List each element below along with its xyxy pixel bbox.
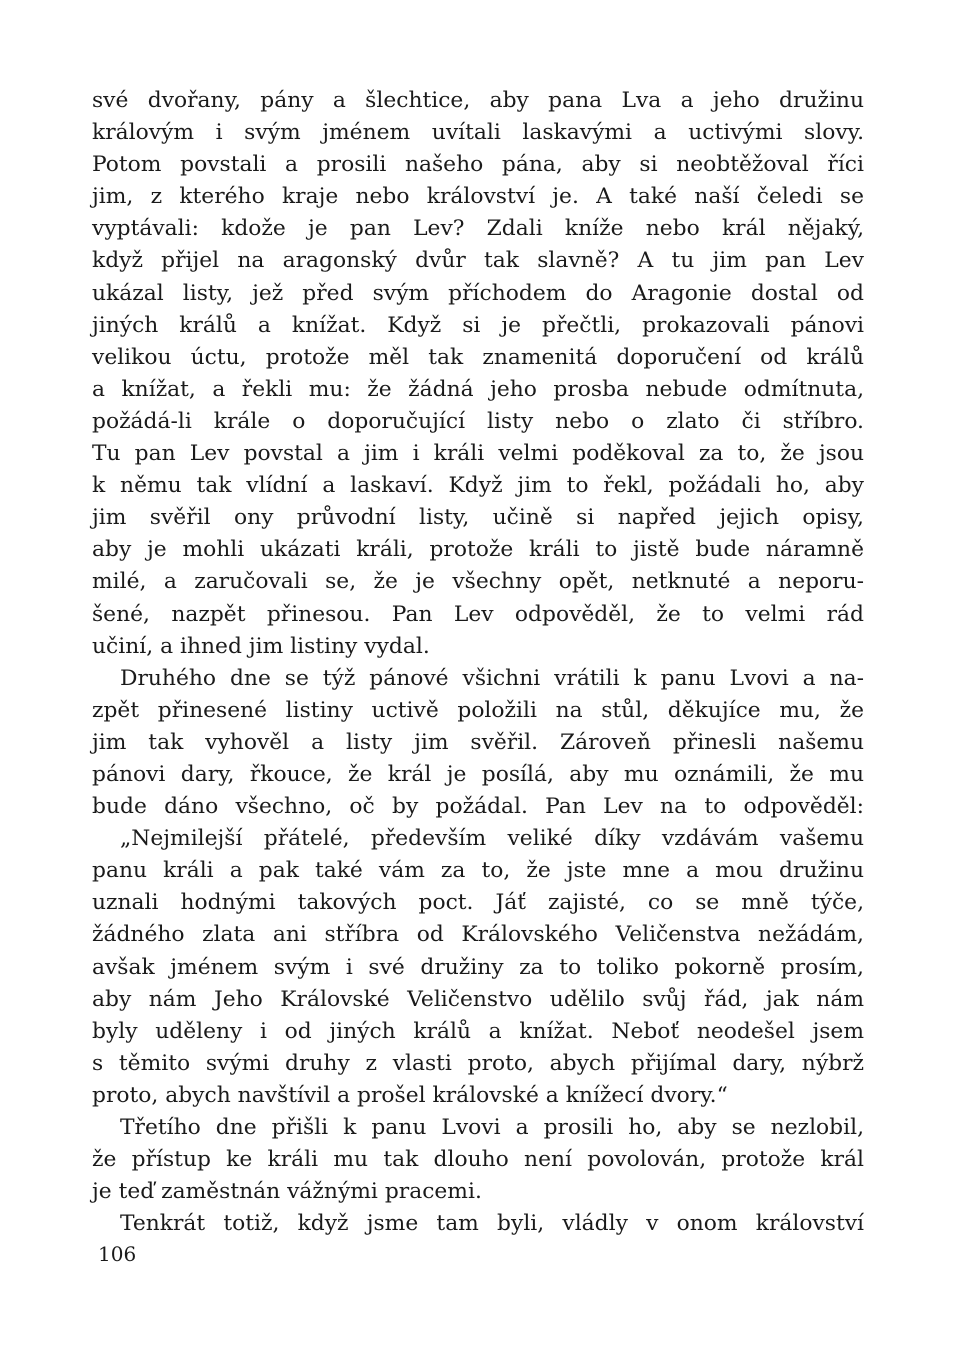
text-line: když přijel na aragonský dvůr tak slavně? A tu jim pan Lev bbox=[92, 248, 864, 274]
text-line: ukázal listy, jež před svým příchodem do Aragonie dostal od bbox=[92, 280, 864, 306]
text-line: k němu tak vlídní a laskaví. Když jim to řekl, požádali ho, aby bbox=[92, 473, 864, 499]
text-line: Druhého dne se týž pánové všichni vrátili k panu Lvovi a na- bbox=[120, 665, 864, 691]
text-line: aby nám Jeho Královské Veličenstvo udělilo svůj řád, jak nám bbox=[92, 986, 864, 1012]
text-line: aby je mohli ukázati králi, protože králi to jistě bude náramně bbox=[92, 537, 864, 563]
text-line: Tenkrát totiž, když jsme tam byli, vládly v onom království bbox=[120, 1211, 864, 1237]
text-line: že přístup ke králi mu tak dlouho není povolován, protože král bbox=[92, 1147, 864, 1173]
text-line: Třetího dne přišli k panu Lvovi a prosili ho, aby se nezlobil, bbox=[120, 1115, 864, 1140]
text-line: jiných králů a knížat. Když si je přečtli, prokazovali pánovi bbox=[92, 312, 864, 338]
body-text bbox=[92, 85, 864, 1240]
text-line: avšak jménem svým i své družiny za to toliko pokorně prosím, bbox=[92, 954, 864, 980]
text-line: je teď zaměstnán vážnými pracemi. bbox=[92, 1179, 482, 1205]
text-line: žádného zlata ani stříbra od Královského Veličenstva nežádám, bbox=[92, 922, 864, 948]
text-line: požádá-li krále o doporučující listy nebo o zlato či stříbro. bbox=[92, 408, 864, 434]
text-line: vyptávali: kdože je pan Lev? Zdali kníže nebo král nějaký, bbox=[92, 216, 864, 242]
text-line: učiní, a ihned jim listiny vydal. bbox=[92, 633, 430, 659]
text-line: milé, a zaručovali se, že je všechny opět, netknuté a neporu- bbox=[92, 569, 864, 595]
text-line: jim, z kterého kraje nebo království je. A také naší čeledi se bbox=[92, 184, 864, 210]
text-line: Potom povstali a prosili našeho pána, aby si neobtěžoval říci bbox=[92, 152, 864, 178]
text-line: Tu pan Lev povstal a jim i králi velmi poděkoval za to, že jsou bbox=[92, 441, 864, 467]
page-number: 106 bbox=[98, 1242, 137, 1266]
text-line: uznali hodnými takových poct. Jáť zajisté, co se mně týče, bbox=[92, 890, 864, 916]
text-line: pánovi dary, řkouce, že král je posílá, aby mu oznámili, že mu bbox=[92, 761, 864, 787]
text-line: královým i svým jménem uvítali laskavými a uctivými slovy. bbox=[92, 120, 864, 146]
text-line: „Nejmilejší přátelé, především veliké díky vzdávám vašemu bbox=[120, 826, 864, 852]
text-line: zpět přinesené listiny uctivě položili na stůl, děkujíce mu, že bbox=[92, 697, 864, 723]
text-line: proto, abych navštívil a prošel královské a knížecí dvory.“ bbox=[92, 1082, 728, 1108]
text-line: jim svěřil ony průvodní listy, učině si napřed jejich opisy, bbox=[92, 505, 864, 531]
text-line: panu králi a pak také vám za to, že jste mne a mou družinu bbox=[92, 858, 864, 884]
text-line: byly uděleny i od jiných králů a knížat. Neboť neodešel jsem bbox=[92, 1018, 864, 1044]
text-line: své dvořany, pány a šlechtice, aby pana Lva a jeho družinu bbox=[92, 88, 864, 113]
text-line: jim tak vyhověl a listy jim svěřil. Zároveň přinesli našemu bbox=[92, 729, 864, 755]
text-line: a knížat, a řekli mu: že žádná jeho prosba nebude odmítnuta, bbox=[92, 376, 864, 402]
text-line: šené, nazpět přinesou. Pan Lev odpověděl, že to velmi rád bbox=[92, 601, 864, 627]
text-line: velikou úctu, protože měl tak znamenitá doporučení od králů bbox=[92, 344, 864, 370]
text-line: bude dáno všechno, oč by požádal. Pan Lev na to odpověděl: bbox=[92, 794, 864, 820]
text-line: s těmito svými druhy z vlasti proto, abych přijímal dary, nýbrž bbox=[92, 1050, 864, 1076]
